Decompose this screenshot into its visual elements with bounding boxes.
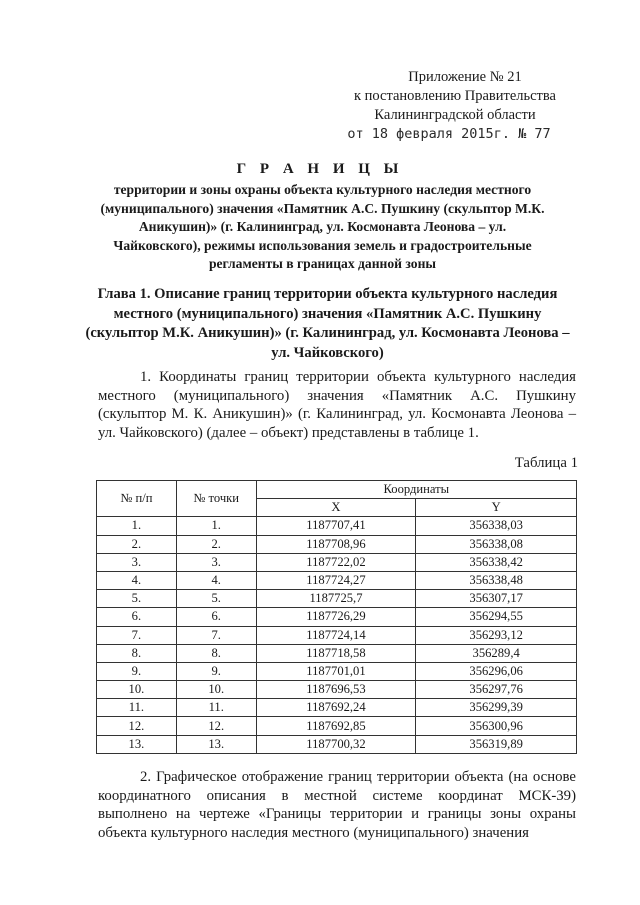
table-row: [97, 717, 577, 735]
cell-num: 6.: [97, 608, 177, 626]
cell-y: 356289,4: [416, 644, 577, 662]
appendix-date-stamp: от 18 февраля 2015г. № 77: [347, 126, 551, 142]
cell-point: 12.: [176, 717, 256, 735]
table-row: [97, 590, 577, 608]
cell-point: 3.: [176, 553, 256, 571]
cell-point: 13.: [176, 735, 256, 753]
cell-y: 356297,76: [416, 681, 577, 699]
table-row: [97, 662, 577, 680]
cell-x: 1187724,27: [256, 571, 416, 589]
appendix-decree-ref: к постановлению Правительства: [354, 88, 556, 104]
document-title: Г Р А Н И Ц Ы: [236, 161, 404, 177]
cell-num: 5.: [97, 590, 177, 608]
table-row: [97, 608, 577, 626]
paragraph-1-text: 1. Координаты границ территории объекта культурного наследия местного (муниципального) значения «Памятник А.С. Пушкину (скульптор М. К. Аникушин)» (г. Калининград, ул. Космонавта Леонова – ул. Чайковского) (далее – объект) представлены в таблице 1.: [98, 369, 576, 441]
paragraph-2: [98, 768, 576, 842]
cell-num: 1.: [97, 517, 177, 535]
cell-num: 2.: [97, 535, 177, 553]
paragraph-1: [98, 368, 576, 442]
coordinates-table-body: [97, 517, 577, 753]
cell-y: 356300,96: [416, 717, 577, 735]
chapter-title: Глава 1. Описание границ территории объекта культурного наследия местного (муниципального) значения «Памятник А.С. Пушкину (скульптор М.К. Аникушин)» (г. Калининград, ул. Космонавта Леонова – ул. Чайковского): [85, 286, 570, 361]
cell-point: 1.: [176, 517, 256, 535]
cell-y: 356294,55: [416, 608, 577, 626]
cell-x: 1187722,02: [256, 553, 416, 571]
cell-x: 1187724,14: [256, 626, 416, 644]
table-row: [97, 626, 577, 644]
cell-x: 1187696,53: [256, 681, 416, 699]
table-row: [97, 699, 577, 717]
cell-x: 1187708,96: [256, 535, 416, 553]
cell-x: 1187726,29: [256, 608, 416, 626]
cell-num: 9.: [97, 662, 177, 680]
header-coordinates: Координаты: [256, 481, 576, 499]
cell-point: 5.: [176, 590, 256, 608]
appendix-number: Приложение № 21: [408, 69, 522, 85]
cell-y: 356307,17: [416, 590, 577, 608]
header-point: № точки: [176, 481, 256, 517]
cell-num: 10.: [97, 681, 177, 699]
cell-num: 7.: [97, 626, 177, 644]
table-row: [97, 735, 577, 753]
cell-point: 9.: [176, 662, 256, 680]
cell-point: 4.: [176, 571, 256, 589]
header-num: № п/п: [97, 481, 177, 517]
cell-num: 13.: [97, 735, 177, 753]
cell-y: 356293,12: [416, 626, 577, 644]
cell-x: 1187701,01: [256, 662, 416, 680]
cell-x: 1187725,7: [256, 590, 416, 608]
header-x: X: [256, 499, 416, 517]
appendix-header: [330, 68, 580, 144]
cell-num: 12.: [97, 717, 177, 735]
cell-x: 1187700,32: [256, 735, 416, 753]
header-y: Y: [416, 499, 577, 517]
cell-x: 1187707,41: [256, 517, 416, 535]
table-caption: Таблица 1: [514, 455, 578, 471]
cell-point: 11.: [176, 699, 256, 717]
cell-x: 1187718,58: [256, 644, 416, 662]
cell-y: 356319,89: [416, 735, 577, 753]
table-row: [97, 535, 577, 553]
cell-num: 3.: [97, 553, 177, 571]
appendix-region: Калининградской области: [374, 107, 536, 123]
cell-point: 8.: [176, 644, 256, 662]
cell-point: 10.: [176, 681, 256, 699]
cell-point: 6.: [176, 608, 256, 626]
cell-y: 356338,08: [416, 535, 577, 553]
cell-num: 8.: [97, 644, 177, 662]
cell-point: 7.: [176, 626, 256, 644]
cell-point: 2.: [176, 535, 256, 553]
table-row: [97, 571, 577, 589]
cell-y: 356296,06: [416, 662, 577, 680]
cell-y: 356338,48: [416, 571, 577, 589]
cell-y: 356338,03: [416, 517, 577, 535]
document-subtitle: территории и зоны охраны объекта культурного наследия местного (муниципального) значения «Памятник А.С. Пушкину (скульптор М.К. Аникушин)» (г. Калининград, ул. Космонавта Леонова – ул. Чайковского), режимы использования земель и градостроительные регламенты в границах данной зоны: [100, 182, 545, 271]
cell-y: 356338,42: [416, 553, 577, 571]
cell-num: 4.: [97, 571, 177, 589]
cell-x: 1187692,85: [256, 717, 416, 735]
table-row: [97, 553, 577, 571]
table-row: [97, 681, 577, 699]
table-row: [97, 517, 577, 535]
paragraph-2-text: 2. Графическое отображение границ территории объекта (на основе координатного описания в местной системе координат МСК-39) выполнено на чертеже «Границы территории и границы зоны охраны объекта культурного наследия местного (муниципального) значения: [98, 769, 576, 841]
cell-num: 11.: [97, 699, 177, 717]
cell-y: 356299,39: [416, 699, 577, 717]
table-row: [97, 644, 577, 662]
coordinates-table: [96, 480, 577, 754]
cell-x: 1187692,24: [256, 699, 416, 717]
